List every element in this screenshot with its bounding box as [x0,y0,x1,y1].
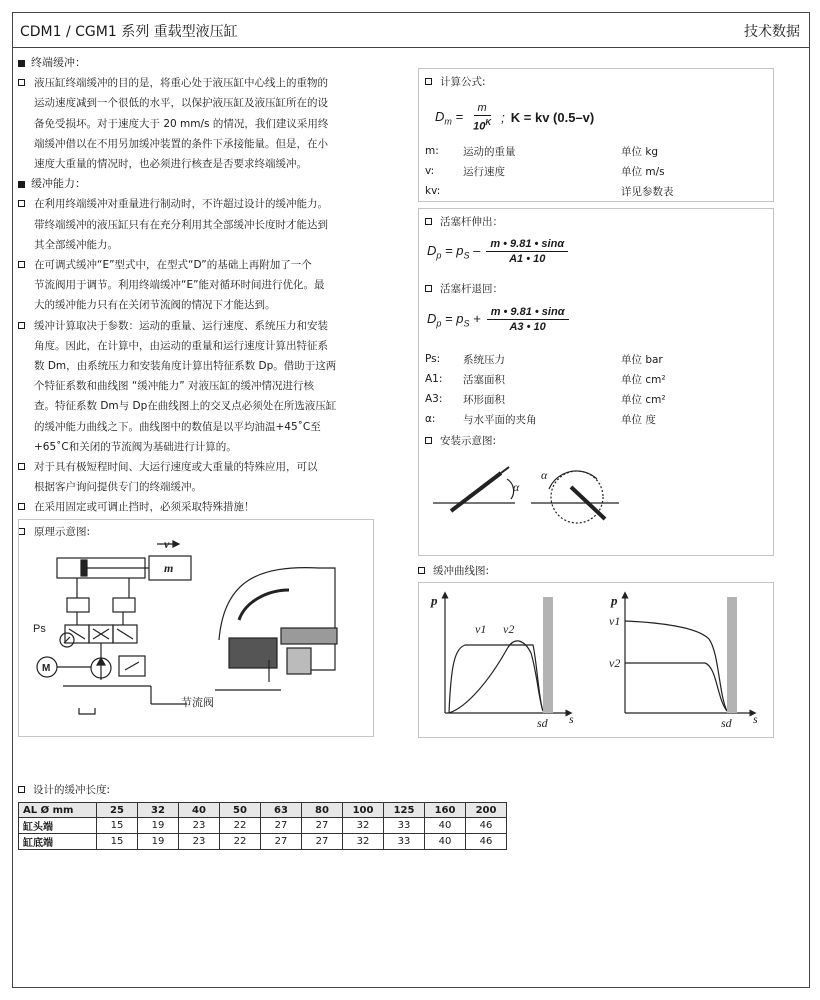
variable-row [425,389,765,409]
table-cell: 40 [425,834,466,850]
variable-symbol: v: [425,165,435,177]
variable-name: 运动的重量 [463,145,516,158]
mass-label: m [164,561,174,575]
table-header-cell: 200 [466,803,507,818]
table-cell: 46 [466,834,507,850]
section-heading-capacity [18,174,396,194]
page-header [12,12,810,48]
calc-formula-box [418,68,774,202]
right-v2-label: v2 [609,656,621,670]
table-header-cell: 160 [425,803,466,818]
k-formula: K = kv (0.5–v) [510,109,595,125]
variable-symbol: m: [425,145,439,157]
table-cell: 19 [138,834,179,850]
dm-denominator: $10^K$ [473,118,492,133]
checkbox-square-icon [425,285,432,292]
variable-row [425,161,765,181]
throttle-label: 节流阀 [181,696,214,709]
text-line: 运动速度减到一个很低的水平，以保护液压缸及液压缸所在的设 [34,97,328,110]
dp-extend-formula: $D_p = p_S$ – $\frac{m • 9.81 • \sin\alpha}{A1 • 10}$ [427,237,568,266]
table-header-cell: 63 [261,803,302,818]
table-cell: 27 [302,834,343,850]
cushion-length-table [18,802,507,850]
table-heading [18,782,110,797]
retract-fraction [487,305,569,334]
table-cell: 27 [261,818,302,834]
text-line: 缓冲计算取决于参数：运动的重量、运行速度、系统压力和安装 [34,319,328,332]
table-header-cell: 32 [138,803,179,818]
text-line: 在可调式缓冲“E”型式中，在型式“D”的基础上再附加了一个 [34,259,312,272]
checkbox-square-icon [18,503,25,510]
install-heading [425,433,496,448]
right-y-label: p [611,593,618,608]
checkbox-square-icon [18,322,25,329]
extend-fraction [486,237,568,266]
calc-heading [425,74,486,89]
variable-unit: 单位 cm² [621,373,666,386]
table-header-label: AL Ø mm [19,803,97,818]
table-header-cell: 100 [343,803,384,818]
left-sd-label: sd [537,716,548,730]
text-line: 根据客户询问提供专门的终端缓冲。 [34,481,202,494]
table-cell: 27 [302,818,343,834]
table-header-cell: 25 [97,803,138,818]
text-line: 大的缓冲能力只有在关闭节流阀的情况下才能达到。 [34,299,276,312]
checkbox-square-icon [425,437,432,444]
left-y-label: p [431,593,438,608]
variable-row [425,141,765,161]
table-cell: 15 [97,834,138,850]
installation-sketch [429,459,629,539]
variable-symbol: kv: [425,185,441,197]
schematic-diagram-box [18,519,374,737]
paragraph [18,194,396,255]
motor-label: M [42,663,51,674]
hydraulic-schematic [19,520,375,738]
variable-name: 与水平面的夹角 [463,413,537,426]
checkbox-square-icon [425,218,432,225]
variable-unit: 单位 度 [621,413,656,426]
table-cell: 33 [384,818,425,834]
text-line: 其全部缓冲能力。 [34,238,118,251]
right-s-label: s [753,712,758,726]
extend-title: 活塞杆伸出： [440,216,503,228]
stop-zone-left [543,597,553,713]
checkbox-square-icon [18,786,25,793]
table-cell: 22 [220,818,261,834]
table-cell: 22 [220,834,261,850]
text-line: 角度。因此，在计算中，由运动的重量和运行速度计算出特征系 [34,339,328,352]
table-cell: 46 [466,818,507,834]
text-line: 查。特征系数 Dm与 Dp在曲线图上的交叉点必须处在所选液压缸 [34,400,337,413]
table-cell: 32 [343,818,384,834]
text-line: 液压缸终端缓冲的目的是，将重心处于液压缸中心线上的重物的 [34,77,328,90]
checkbox-square-icon [18,200,25,207]
pressure-label: Ps [33,623,46,635]
text-line: 带终端缓冲的液压缸只有在充分利用其全部缓冲长度时才能达到 [34,218,328,231]
stop-zone-right [727,597,737,713]
checkbox-square-icon [418,567,425,574]
table-cell: 27 [261,834,302,850]
table-header-cell: 80 [302,803,343,818]
table-header-cell: 40 [179,803,220,818]
row-label: 缸头端 [19,818,97,834]
checkbox-square-icon [18,261,25,268]
text-line: 节流阀用于调节。利用终端缓冲“E”能对循环时间进行优化。最 [34,279,325,292]
variable-symbol: A3: [425,393,443,405]
paragraph [18,497,396,517]
cushion-curves-box [418,582,774,738]
text-line: 数 Dm，由系统压力和安装角度计算出特征系数 Dp。借助于这两 [34,360,337,373]
variable-unit: 单位 kg [621,145,659,158]
table-row [19,818,507,834]
text-line: 在采用固定或可调止挡时，必须采取特殊措施！ [34,501,255,514]
variable-name: 活塞面积 [463,373,505,386]
paragraph [18,255,396,316]
right-v1-label: v1 [609,614,621,628]
text-line: 对于具有极短程时间、大运行速度或大重量的特殊应用，可以 [34,461,318,474]
filled-square-icon [18,181,25,188]
variable-symbol: α: [425,413,436,425]
retract-heading [425,281,503,296]
extend-numerator: m • 9.81 • sinα [486,237,568,252]
table-row [19,834,507,850]
paragraph [18,316,396,457]
section-title: 终端缓冲： [31,56,86,69]
variable-symbol: Ps: [425,353,441,365]
table-title: 设计的缓冲长度: [33,784,111,796]
table-header-row [19,803,507,818]
table-cell: 23 [179,818,220,834]
section-heading-end-cushion [18,53,396,73]
calc-variables [425,141,765,201]
alpha-label-a: α [513,480,520,494]
left-v2-label: v2 [503,622,515,636]
piston-rod-box [418,208,774,556]
variable-row [425,409,765,429]
variable-name: 环形面积 [463,393,505,406]
text-line: 个特征系数和曲线图 “缓冲能力” 对液压缸的缓冲情况进行核 [34,380,315,393]
extend-denominator: A1 • 10 [509,253,546,265]
left-column [18,53,396,542]
section-label: 技术数据 [744,24,800,40]
extend-heading [425,214,503,229]
dm-fraction [469,101,495,134]
text-line: 在利用终端缓冲对重量进行制动时，不许超过设计的缓冲能力。 [34,198,328,211]
paragraph [18,457,396,497]
table-header-cell: 50 [220,803,261,818]
curves-heading [418,563,489,578]
text-line: 端缓冲借以在不用另加缓冲装置的条件下承接能量。但是，在小 [34,137,328,150]
velocity-label: v [164,537,170,551]
retract-numerator: m • 9.81 • sinα [487,305,569,320]
variable-unit: 详见参数表 [621,185,674,198]
variable-name: 系统压力 [463,353,505,366]
variable-unit: 单位 bar [621,353,663,366]
variable-unit: 单位 m/s [621,165,665,178]
variable-row [425,369,765,389]
checkbox-square-icon [425,78,432,85]
piston-variables [425,349,765,429]
paragraph-text [34,497,396,517]
checkbox-square-icon [18,463,25,470]
checkbox-square-icon [18,79,25,86]
paragraph [18,73,396,174]
section-title: 缓冲能力： [31,177,86,191]
page-title: CDM1 / CGM1 系列 重载型液压缸 [20,24,238,40]
row-label: 缸底端 [19,834,97,850]
alpha-label-b: α [541,468,548,482]
variable-name: 运行速度 [463,165,505,178]
left-v1-label: v1 [475,622,487,636]
text-line: 的缓冲能力曲线之下。曲线图中的数值是以平均油温+45˚C至 [34,420,321,433]
left-s-label: s [569,712,574,726]
curves-title: 缓冲曲线图: [433,565,490,577]
filled-square-icon [18,60,25,67]
table-cell: 32 [343,834,384,850]
retract-denominator: A3 • 10 [509,321,546,333]
text-line: 速度大重量的情况时，也必须进行核查是否要求终端缓冲。 [34,158,307,171]
text-line: 备免受损坏。对于速度大于 20 mm/s 的情况，我们建议采用终 [34,117,329,130]
variable-symbol: A1: [425,373,443,385]
dm-formula: $D_m$ = $\frac{m}{10^K}$ ; K = kv (0.5–v) [435,102,595,133]
retract-title: 活塞杆退回： [440,283,503,295]
install-title: 安装示意图: [440,435,497,447]
table-cell: 15 [97,818,138,834]
paragraph-text [34,316,396,457]
dp-retract-formula: $D_p = p_S$ + $\frac{m • 9.81 • \sin\alpha}{A3 • 10}$ [427,305,569,334]
paragraph-text [34,73,396,174]
diagram-title: 原理示意图: [34,525,91,538]
paragraph-text [34,194,396,255]
table-cell: 19 [138,818,179,834]
dm-symbol: $D_m$ = [435,108,464,127]
table-cell: 23 [179,834,220,850]
table-cell: 33 [384,834,425,850]
variable-row [425,181,765,201]
table-header-cell: 125 [384,803,425,818]
variable-unit: 单位 cm² [621,393,666,406]
table-cell: 40 [425,818,466,834]
dm-numerator: m [474,101,491,116]
calc-title: 计算公式: [440,76,486,88]
cushion-curves-chart [419,583,775,739]
paragraph-text [34,255,396,316]
paragraph-text [34,457,396,497]
variable-row [425,349,765,369]
text-line: +65˚C和关闭的节流阀为基础进行计算的。 [34,440,237,453]
right-sd-label: sd [721,716,732,730]
